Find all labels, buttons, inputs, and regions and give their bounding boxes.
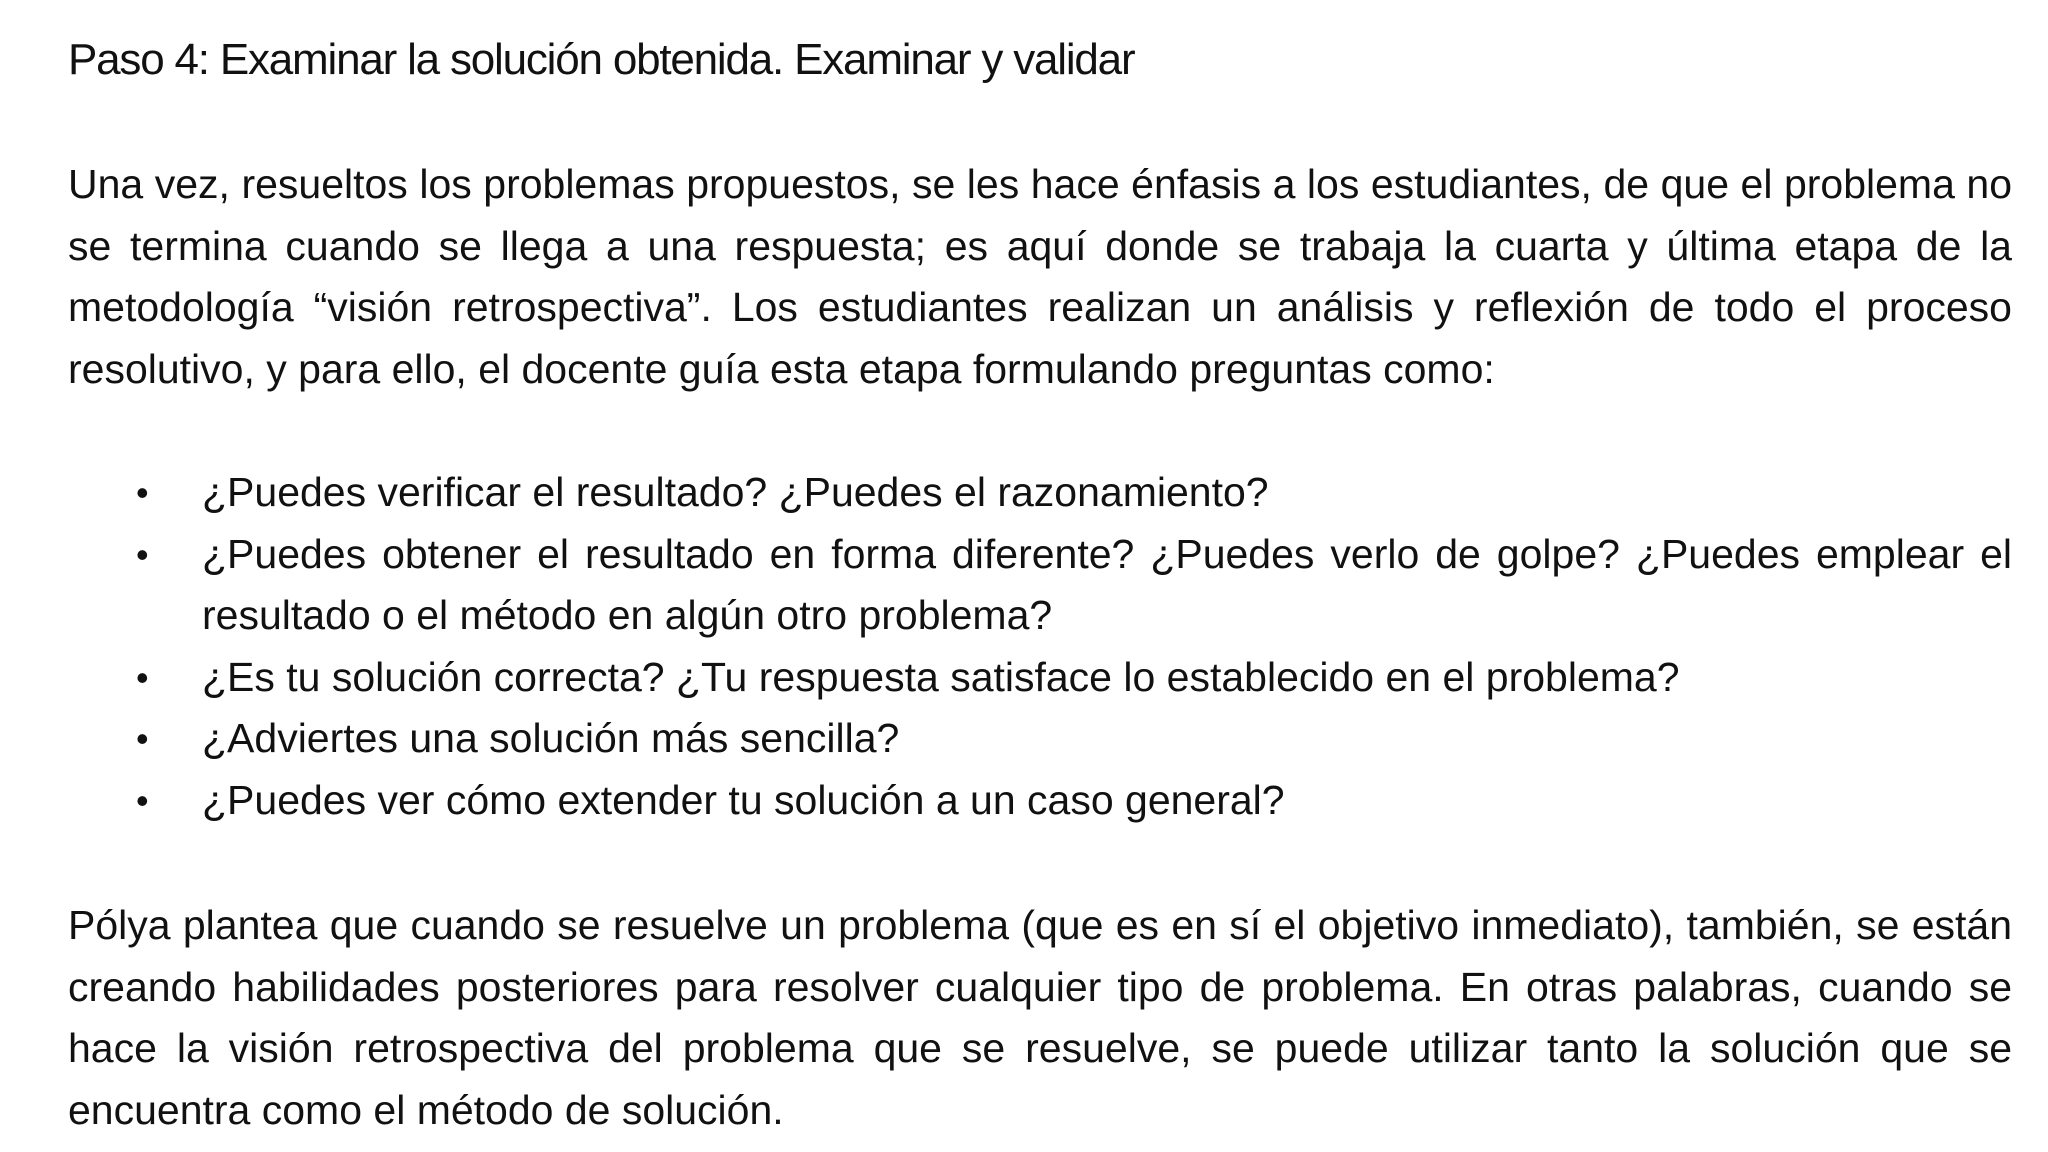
section-heading: Paso 4: Examinar la solución obtenida. Examinar y validar <box>68 35 1135 84</box>
list-item <box>136 708 2012 770</box>
list-item <box>136 770 2012 832</box>
list-item <box>136 524 2012 647</box>
bullet-icon: • <box>136 656 149 698</box>
bullet-icon: • <box>136 779 149 821</box>
list-item <box>136 647 2012 709</box>
intro-paragraph: Una vez, resueltos los problemas propuestos, se les hace énfasis a los estudiantes, de que el problema no se termina cuando se llega a una respuesta; es aquí donde se trabaja la cuarta y última etapa de la metodología “visión retrospectiva”. Los estudiantes realizan un análisis y reflexión de todo el proceso resolutivo, y para ello, el docente guía esta etapa formulando preguntas como: <box>68 161 2012 392</box>
list-item <box>136 462 2012 524</box>
list-item-text: ¿Puedes obtener el resultado en forma diferente? ¿Puedes verlo de golpe? ¿Puedes emplear el resultado o el método en algún otro problema? <box>202 530 2012 638</box>
document-page <box>68 0 2012 1152</box>
closing-paragraph: Pólya plantea que cuando se resuelve un problema (que es en sí el objetivo inmediato), también, se están creando habilidades posteriores para resolver cualquier tipo de problema. En otras palabras, cuando se hace la visión retrospectiva del problema que se resuelve, se puede utilizar tanto la solución que se encuentra como el método de solución. <box>68 902 2012 1133</box>
bullet-icon: • <box>136 472 149 513</box>
list-item-text: ¿Adviertes una solución más sencilla? <box>202 715 900 761</box>
bullet-icon: • <box>136 718 149 759</box>
list-item-text: ¿Puedes ver cómo extender tu solución a un caso general? <box>202 776 1285 823</box>
list-item-text: ¿Es tu solución correcta? ¿Tu respuesta satisface lo establecido en el problema? <box>202 653 1680 700</box>
question-list <box>136 462 2012 831</box>
list-item-text: ¿Puedes verificar el resultado? ¿Puedes el razonamiento? <box>202 469 1269 515</box>
bullet-icon: • <box>136 533 149 575</box>
